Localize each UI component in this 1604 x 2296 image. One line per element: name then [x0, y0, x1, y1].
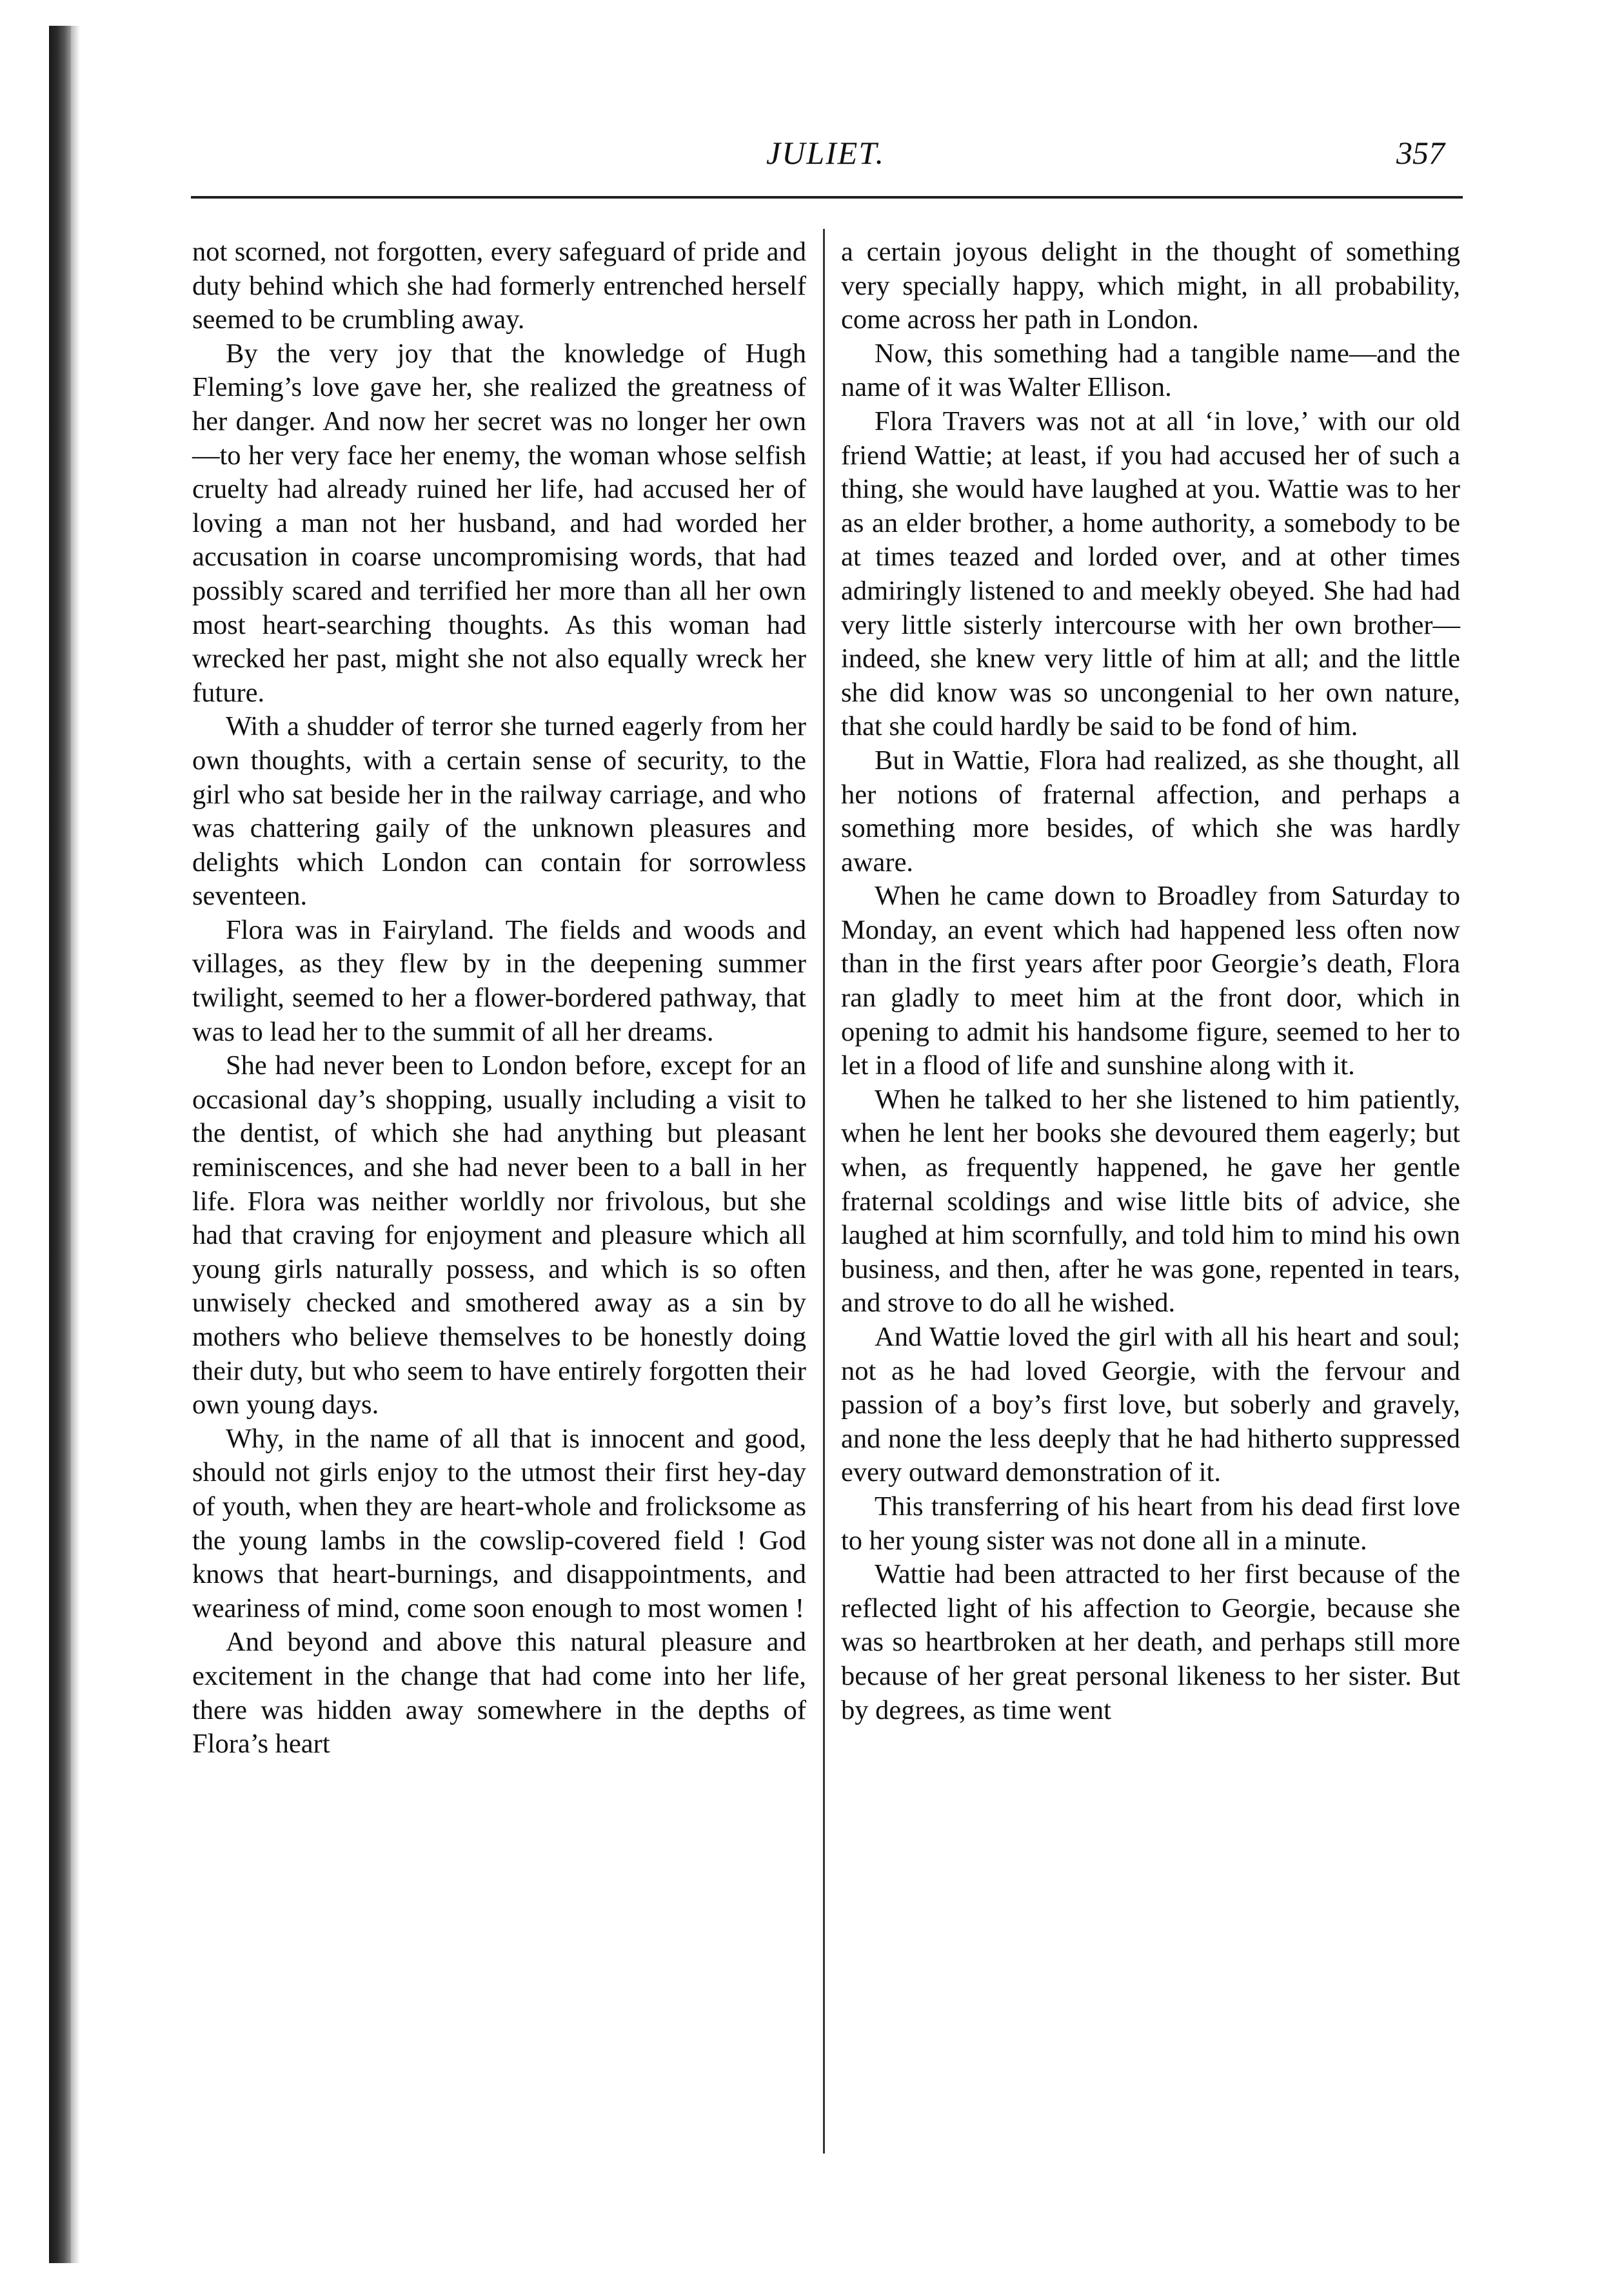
paragraph: Now, this something had a tangible name—and the name of it was Walter Ellison.	[841, 338, 1460, 403]
right-column	[841, 235, 1460, 1727]
paragraph: And Wattie loved the girl with all his heart and soul; not as he had loved Georgie, with the fervour and passion of a boy’s first love, but soberly and gravely, and none the less deeply that he had hitherto suppressed every outward demonstration of it.	[841, 1322, 1460, 1488]
paragraph: a certain joyous delight in the thought of something very specially happy, which might, in all probability, come across her path in London.	[841, 237, 1460, 335]
paragraph: She had never been to London before, except for an occasional day’s shopping, usually including a visit to the dentist, of which she had anything but pleasant reminiscences, and she had never been to a ball in her life. Flora was neither worldly nor frivolous, but she had that craving for enjoyment and pleasure which all young girls naturally possess, and which is so often unwisely checked and smothered away as a sin by mothers who believe themselves to be honestly doing their duty, but who seem to have entirely forgotten their own young days.	[192, 1050, 806, 1420]
paragraph: This transferring of his heart from his dead first love to her young sister was not done all in a minute.	[841, 1491, 1460, 1556]
paragraph: But in Wattie, Flora had realized, as she thought, all her notions of fraternal affection, and perhaps a something more besides, of which she was hardly aware.	[841, 745, 1460, 878]
page-binding-edge	[49, 26, 71, 2263]
paragraph: Flora was in Fairyland. The fields and woods and villages, as they flew by in the deepening summer twilight, seemed to her a flower-bordered pathway, that was to lead her to the summit of all her dreams.	[192, 914, 806, 1047]
paragraph: By the very joy that the knowledge of Hugh Fleming’s love gave her, she realized the greatness of her danger. And now her secret was no longer her own—to her very face her enemy, the woman whose selfish cruelty had already ruined her life, had accused her of loving a man not her husband, and had worded her accusation in coarse uncompromising words, that had possibly scared and terrified her more than all her own most heart-searching thoughts. As this woman had wrecked her past, might she not also equally wreck her future.	[192, 338, 806, 708]
page-number: 357	[1396, 135, 1445, 171]
paragraph: When he came down to Broadley from Saturday to Monday, an event which had happened less often now than in the first years after poor Georgie’s death, Flora ran gladly to meet him at the front door, which in opening to admit his handsome figure, seemed to her to let in a flood of life and sunshine along with it.	[841, 881, 1460, 1081]
paragraph: And beyond and above this natural pleasure and excitement in the change that had come into her life, there was hidden away somewhere in the depths of Flora’s heart	[192, 1627, 806, 1760]
left-column	[192, 235, 806, 1761]
paragraph: not scorned, not forgotten, every safeguard of pride and duty behind which she had formerly entrenched herself seemed to be crumbling away.	[192, 237, 806, 335]
running-title: JULIET.	[766, 135, 885, 171]
column-divider	[823, 229, 825, 2154]
paragraph: Flora Travers was not at all ‘in love,’ with our old friend Wattie; at least, if you had accused her of such a thing, she would have laughed at you. Wattie was to her as an elder brother, a home authority, a somebody to be at times teazed and lorded over, and at other times admiringly listened to and meekly obeyed. She had had very little sisterly intercourse with her own brother—indeed, she knew very little of him at all; and the little she did know was so uncongenial to her own nature, that she could hardly be said to be fond of him.	[841, 406, 1460, 742]
header-rule	[191, 196, 1463, 199]
paragraph: With a shudder of terror she turned eagerly from her own thoughts, with a certain sense of security, to the girl who sat beside her in the railway carriage, and who was chattering gaily of the unknown pleasures and delights which London can contain for sorrowless seventeen.	[192, 711, 806, 912]
running-head	[193, 123, 1458, 181]
paragraph: Why, in the name of all that is innocent and good, should not girls enjoy to the utmost their first hey-day of youth, when they are heart-whole and frolicksome as the young lambs in the cowslip-covered field ! God knows that heart-burnings, and disappointments, and weariness of mind, come soon enough to most women !	[192, 1423, 806, 1624]
paragraph: Wattie had been attracted to her first because of the reflected light of his affection to Georgie, because she was so heartbroken at her death, and perhaps still more because of her great personal likeness to her sister. But by degrees, as time went	[841, 1559, 1460, 1725]
paragraph: When he talked to her she listened to him patiently, when he lent her books she devoured them eagerly; but when, as frequently happened, he gave her gentle fraternal scoldings and wise little bits of advice, she laughed at him scornfully, and told him to mind his own business, and then, after he was gone, repented in tears, and strove to do all he wished.	[841, 1084, 1460, 1319]
